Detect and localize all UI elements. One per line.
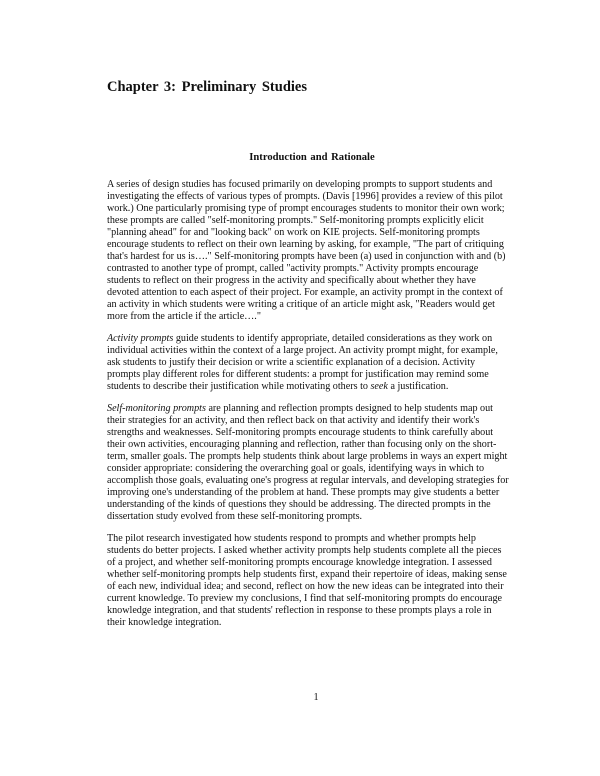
emphasis-seek: seek (370, 381, 388, 392)
page-number: 1 (313, 692, 319, 703)
paragraph-1: A series of design studies has focused primarily on developing prompts to support students and investigating the effects of various types of prompts. (Davis [1996] provides a review of this pilot work.) One particularly promising type of prompt encourages students to monitor their own work; these prompts are called "self-monitoring prompts." Self-monitoring prompts explicitly elicit "planning ahead" for and "looking back" on work on KIE projects. Self-monitoring prompts encourage students to reflect on their own learning by asking, for example, "The part of critiquing that's hardest for us is…." Self-monitoring prompts have been (a) used in conjunction with and (b) contrasted to another type of prompt, called "activity prompts." Activity prompts encourage students to reflect on their progress in the activity and specifically about whether they have devoted attention to each aspect of their project. For example, an activity prompt in the context of an activity in which students were writing a critique of an article might ask, "Readers would get more from the article if the article…." (107, 179, 506, 322)
term-self-monitoring-prompts: Self-monitoring prompts (107, 403, 206, 414)
paragraph-3 (107, 403, 509, 523)
chapter-title: Chapter 3: Preliminary Studies (107, 79, 308, 95)
term-activity-prompts: Activity prompts (107, 333, 174, 344)
paragraph-2-text-a: guide students to identify appropriate, detailed considerations as they work on individual activities within the context of a large project. An activity prompt might, for example, ask students to justify their decision or write a scientific explanation of a decision. Activity prompts play different roles for different students: a prompt for justification may remind some students to describe their justification while motivating others to (107, 333, 498, 392)
body-text (107, 179, 509, 639)
paragraph-2-text-b: a justification. (387, 381, 449, 392)
paragraph-4: The pilot research investigated how students respond to prompts and whether prompts help students do better projects. I asked whether activity prompts help students complete all the pieces of a project, and whether self-monitoring prompts encourage knowledge integration. I assessed whether self-monitoring prompts help students first, expand their repertoire of ideas, making sense of each new, individual idea; and second, reflect on how the new ideas can be integrated into their current knowledge. To preview my conclusions, I find that self-monitoring prompts do encourage knowledge integration, and that students' reflection in response to these prompts plays a role in their knowledge integration. (107, 533, 507, 628)
section-title: Introduction and Rationale (249, 152, 375, 163)
paragraph-3-text: are planning and reflection prompts designed to help students map out their strategies for an activity, and then reflect back on that activity and identify their work's strengths and weaknesses. Self-monitoring prompts encourage students to think carefully about their own activities, encouraging planning and reflection, rather than focusing only on the short-term, smaller goals. The prompts help students think about large problems in ways an expert might consider appropriate: considering the overarching goal or goals, identifying ways in which to accomplish those goals, evaluating one's progress at regular intervals, and developing strategies for improving one's understanding of the problem at hand. These prompts may give students a better understanding of the kinds of questions they should be addressing. The directed prompts in the dissertation study evolved from these self-monitoring prompts. (107, 403, 509, 522)
paragraph-2 (107, 333, 509, 393)
